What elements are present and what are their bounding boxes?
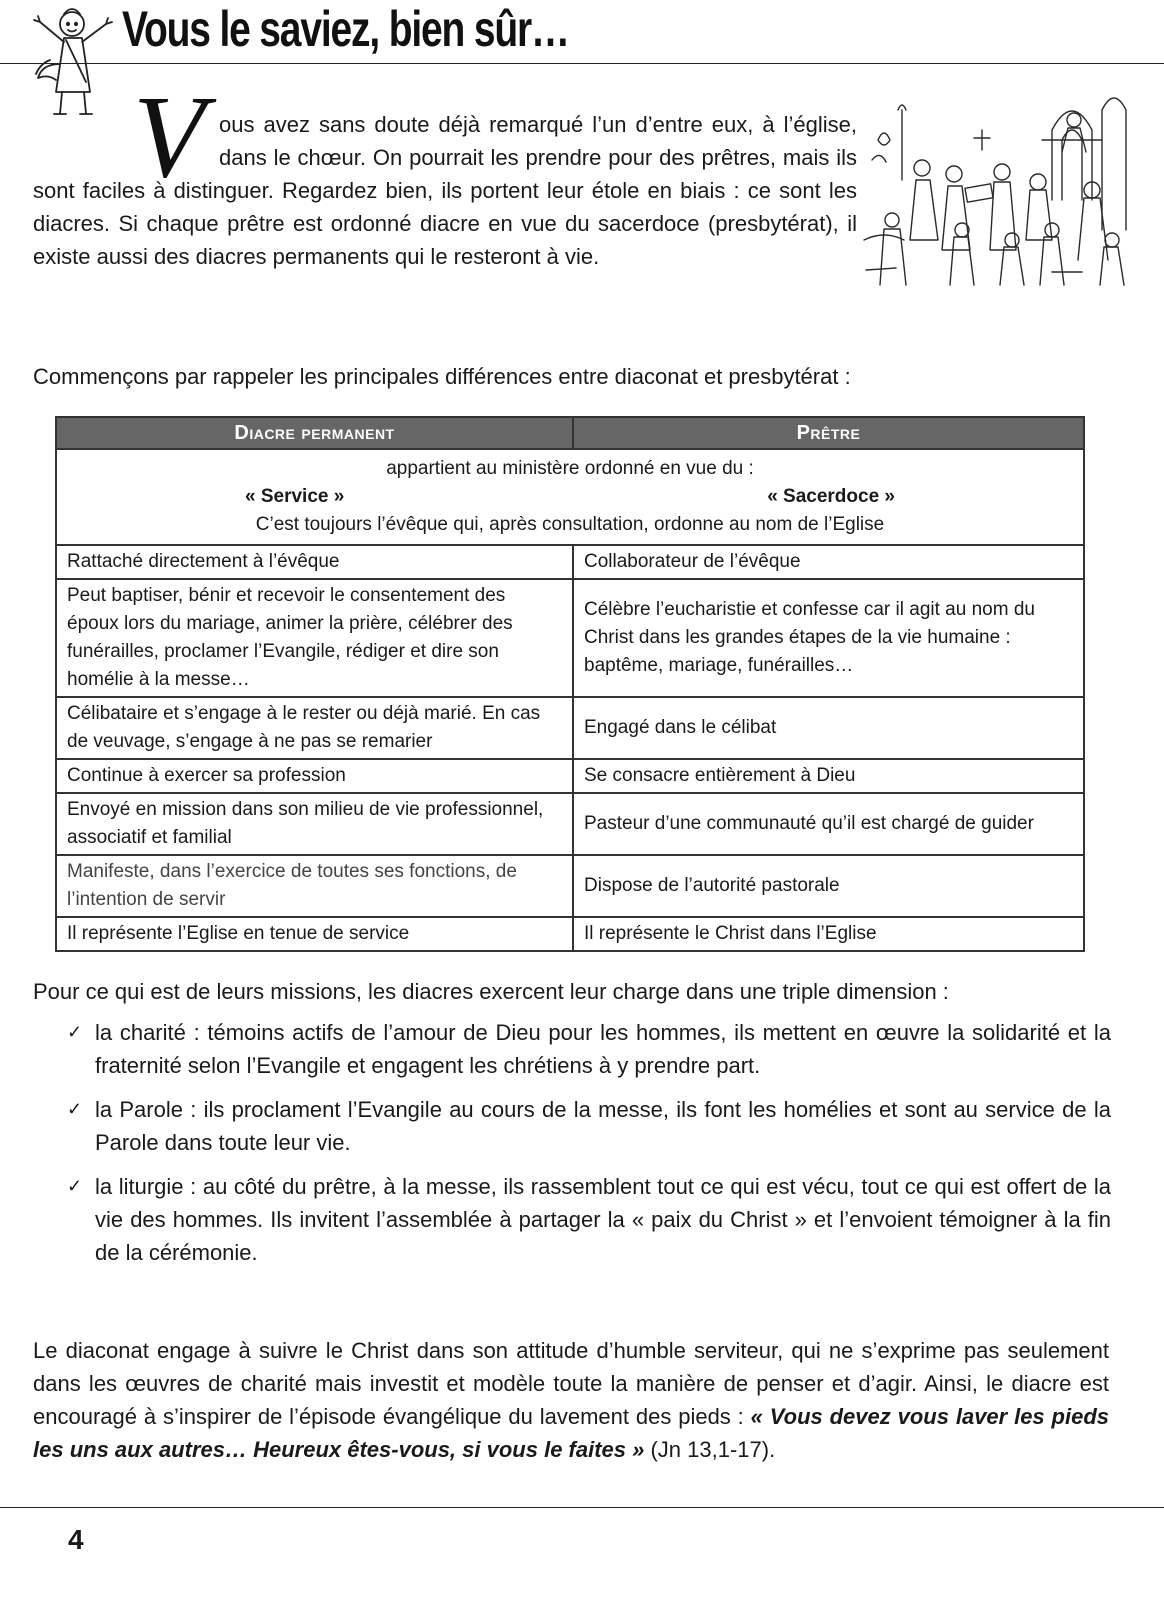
- mission-text: la Parole : ils proclament l’Evangile au cours de la messe, ils font les homélies et sont au service de la Parole dans toute leur vie.: [95, 1097, 1111, 1155]
- closing-text: Le diaconat engage à suivre le Christ dans son attitude d’humble serviteur, qui ne s’exprime pas seulement dans les œuvres de charité mais investit et modèle toute la manière de penser et d’agir. Ainsi, le diacre est encouragé à s’inspirer de l’épisode évangélique du lavement des pieds :: [33, 1338, 1109, 1429]
- checkmark-icon: ✓: [67, 1022, 83, 1042]
- cell-diacre: Manifeste, dans l’exercice de toutes ses fonctions, de l’intention de servir: [56, 855, 573, 917]
- cell-diacre: Il représente l’Eglise en tenue de service: [56, 917, 573, 951]
- common-service: « Service »: [245, 486, 345, 507]
- cell-diacre: Rattaché directement à l’évêque: [56, 545, 573, 579]
- cell-pretre: Célèbre l’eucharistie et confesse car il agit au nom du Christ dans les grandes étapes de la vie humaine : baptême, mariage, funérailles…: [573, 579, 1084, 697]
- table-row: [56, 793, 1084, 855]
- cell-diacre: Célibataire et s’engage à le rester ou déjà marié. En cas de veuvage, s’engage à ne pas se remarier: [56, 697, 573, 759]
- header-pretre: Prêtre: [573, 417, 1084, 449]
- missions-list: [33, 1016, 1111, 1269]
- cell-diacre: Peut baptiser, bénir et recevoir le consentement des époux lors du mariage, animer la prière, célébrer des funérailles, proclamer l’Evangile, rédiger et dire son homélie à la messe…: [56, 579, 573, 697]
- mission-text: la charité : témoins actifs de l’amour de Dieu pour les hommes, ils mettent en œuvre la solidarité et la fraternité selon l’Evangile et engagent les chrétiens à y prendre part.: [95, 1020, 1111, 1078]
- cell-diacre: Continue à exercer sa profession: [56, 759, 573, 793]
- table-row: [56, 917, 1084, 951]
- footer-divider: [0, 1507, 1164, 1508]
- cell-pretre: Engagé dans le célibat: [573, 697, 1084, 759]
- checkmark-icon: ✓: [67, 1099, 83, 1119]
- common-line-1: appartient au ministère ordonné en vue du :: [386, 458, 754, 479]
- missions-section: [33, 975, 1111, 1280]
- dropcap-letter: V: [133, 71, 206, 202]
- common-sacerdoce: « Sacerdoce »: [767, 486, 895, 507]
- closing-reference: (Jn 13,1-17).: [644, 1437, 776, 1462]
- header-divider: [0, 63, 1164, 64]
- page-title: Vous le saviez, bien sûr…: [122, 1, 569, 57]
- closing-paragraph: [33, 1334, 1109, 1466]
- table-row: [56, 855, 1084, 917]
- cell-pretre: Il représente le Christ dans l’Eglise: [573, 917, 1084, 951]
- checkmark-icon: ✓: [67, 1176, 83, 1196]
- cell-pretre: Se consacre entièrement à Dieu: [573, 759, 1084, 793]
- table-row: [56, 579, 1084, 697]
- cell-pretre: Collaborateur de l’évêque: [573, 545, 1084, 579]
- header-diacre: Diacre permanent: [56, 417, 573, 449]
- list-item: [33, 1016, 1111, 1082]
- intro-text: ous avez sans doute déjà remarqué l’un d’entre eux, à l’église, dans le chœur. On pourrait les prendre pour des prêtres, mais ils sont faciles à distinguer. Regardez bien, ils portent leur étole en biais : ce sont les diacres. Si chaque prêtre est ordonné diacre en vue du sacerdoce (presbytérat), il existe aussi des diacres permanents qui le resteront à vie.: [33, 112, 857, 269]
- table-row: [56, 545, 1084, 579]
- table-row: [56, 697, 1084, 759]
- page-number: 4: [68, 1524, 84, 1555]
- comparison-table: [55, 416, 1085, 952]
- mission-text: la liturgie : au côté du prêtre, à la messe, ils rassemblent tout ce qui est vécu, tout ce qui est offert de la vie des hommes. Ils invitent l’assemblée à partager la « paix du Christ » et l’envoient témoigner à la fin de la cérémonie.: [95, 1174, 1111, 1265]
- angel-mascot-icon: [20, 2, 116, 120]
- list-item: [33, 1093, 1111, 1159]
- list-item: [33, 1170, 1111, 1269]
- common-line-3: C’est toujours l’évêque qui, après consultation, ordonne au nom de l’Eglise: [255, 514, 885, 535]
- closing-quote: « Vous devez vous laver les pieds les uns aux autres… Heureux êtes-vous, si vous le faites »: [33, 1404, 1109, 1462]
- comparison-lead: Commençons par rappeler les principales différences entre diaconat et presbytérat :: [33, 364, 851, 389]
- missions-intro: Pour ce qui est de leurs missions, les diacres exercent leur charge dans une triple dimension :: [33, 979, 949, 1004]
- intro-paragraph: [33, 71, 857, 273]
- table-row: [56, 759, 1084, 793]
- table-header-row: [56, 417, 1084, 449]
- common-cell: [56, 449, 1084, 545]
- cell-pretre: Dispose de l’autorité pastorale: [573, 855, 1084, 917]
- common-row: [56, 449, 1084, 545]
- cell-diacre: Envoyé en mission dans son milieu de vie professionnel, associatif et familial: [56, 793, 573, 855]
- ordination-illustration: [862, 90, 1132, 290]
- cell-pretre: Pasteur d’une communauté qu’il est chargé de guider: [573, 793, 1084, 855]
